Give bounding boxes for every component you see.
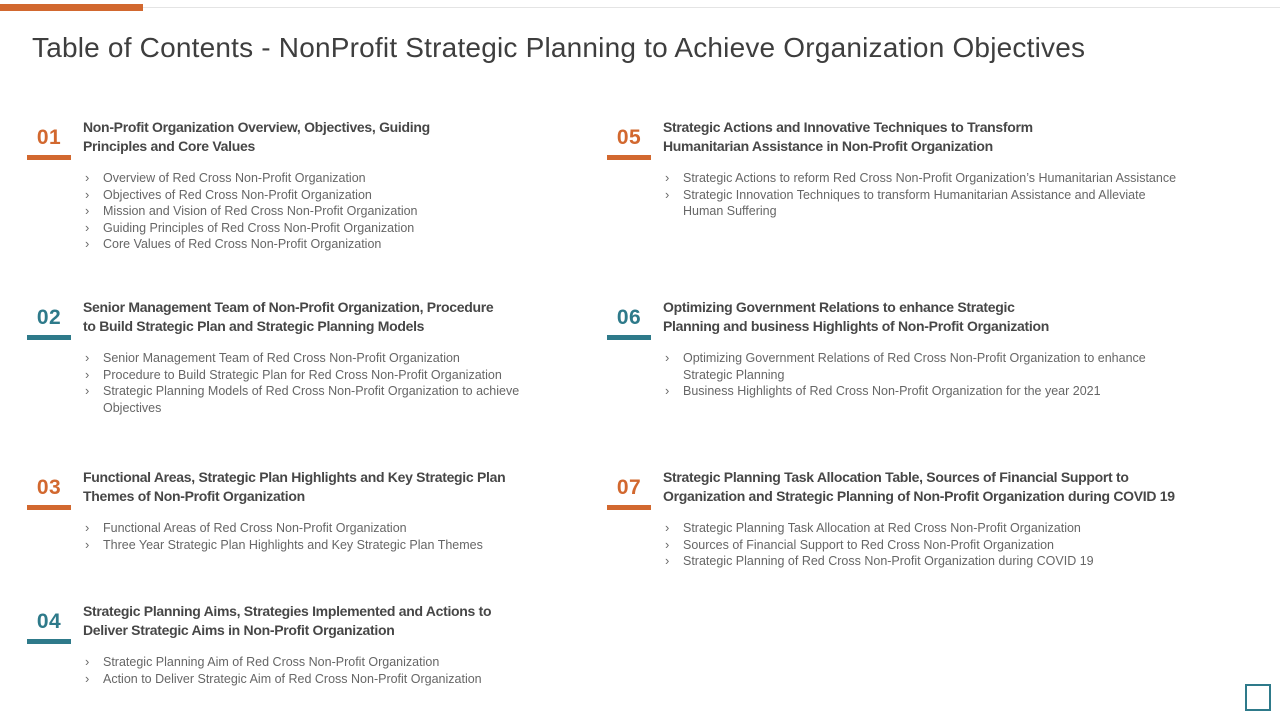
chevron-bullet-icon: › [85,366,90,382]
chevron-bullet-icon: › [85,219,90,235]
section-bullets [83,654,572,687]
heading-line: Organization and Strategic Planning of Non-Profit Organization during COVID 19 [663,488,1175,504]
heading-line: Humanitarian Assistance in Non-Profit Organization [663,138,993,154]
bullet-item [83,654,557,671]
heading-line: Non-Profit Organization Overview, Objectives, Guiding [83,119,430,135]
heading-line: Functional Areas, Strategic Plan Highlights and Key Strategic Plan [83,469,506,485]
bullet-item [83,203,557,220]
bullet-item [83,220,557,237]
section-number-underline [607,155,651,160]
section-number-block [27,468,71,510]
chevron-bullet-icon: › [85,170,90,185]
section-number-block [27,118,71,160]
toc-section-03 [27,468,572,553]
section-number: 05 [616,126,642,149]
section-heading [83,118,572,156]
bullet-text: Optimizing Government Relations of Red Cross Non-Profit Organization to enhance Strategic Planning [683,351,1146,382]
heading-line: Planning and business Highlights of Non-Profit Organization [663,318,1049,334]
bullet-text: Strategic Innovation Techniques to transform Humanitarian Assistance and Alleviate Human Suffering [683,187,1146,218]
section-bullets [663,520,1262,570]
section-bullets [663,350,1262,400]
bullet-item [83,170,557,187]
bullet-text: Core Values of Red Cross Non-Profit Organization [103,237,382,251]
chevron-bullet-icon: › [85,203,90,218]
page-title: Table of Contents - NonProfit Strategic Planning to Achieve Organization Objectives [32,32,1086,63]
heading-line: Strategic Planning Aims, Strategies Implemented and Actions to [83,603,492,619]
chevron-bullet-icon: › [665,170,670,185]
bullet-item [83,671,557,688]
section-number-underline [27,335,71,340]
section-number-underline [27,505,71,510]
bullet-item [83,367,557,384]
section-number-underline [27,639,71,644]
section-heading [663,118,1262,156]
chevron-bullet-icon: › [85,236,90,251]
heading-line: Deliver Strategic Aims in Non-Profit Organization [83,622,395,638]
bullet-text: Guiding Principles of Red Cross Non-Profit Organization [103,220,415,235]
bullet-text: Objectives of Red Cross Non-Profit Organization [103,187,372,202]
section-number-block [607,468,651,510]
bullet-text: Sources of Financial Support to Red Cross Non-Profit Organization [683,537,1055,552]
toc-section-01 [27,118,572,253]
chevron-bullet-icon: › [665,553,670,568]
bullet-text: Strategic Planning Task Allocation at Red Cross Non-Profit Organization [683,521,1081,535]
bullet-text: Overview of Red Cross Non-Profit Organization [103,171,366,185]
heading-line: Strategic Planning Task Allocation Table, Sources of Financial Support to [663,469,1129,485]
section-heading [83,468,572,506]
section-heading [663,468,1262,506]
section-number: 03 [36,476,62,499]
section-bullets [83,520,572,553]
bullet-text: Strategic Planning Aim of Red Cross Non-Profit Organization [103,655,440,669]
bullet-item [663,170,1188,187]
bullet-item [663,187,1188,220]
toc-section-04 [27,602,572,687]
section-number-block [27,602,71,644]
chevron-bullet-icon: › [85,536,90,552]
heading-line: to Build Strategic Plan and Strategic Planning Models [83,318,425,334]
section-bullets [83,170,572,253]
chevron-bullet-icon: › [85,670,90,686]
section-number-underline [607,505,651,510]
bullet-text: Business Highlights of Red Cross Non-Profit Organization for the year 2021 [683,384,1101,398]
toc-section-02 [27,298,572,416]
bullet-text: Procedure to Build Strategic Plan for Red Cross Non-Profit Organization [103,367,502,382]
chevron-bullet-icon: › [85,520,90,535]
chevron-bullet-icon: › [665,536,670,552]
heading-line: Strategic Actions and Innovative Techniques to Transform [663,119,1033,135]
chevron-bullet-icon: › [665,520,670,535]
chevron-bullet-icon: › [85,350,90,365]
chevron-bullet-icon: › [85,383,90,398]
bullet-text: Three Year Strategic Plan Highlights and Key Strategic Plan Themes [103,537,483,552]
section-heading [83,602,572,640]
bullet-item [83,187,557,204]
bullet-item [663,383,1188,400]
bullet-text: Functional Areas of Red Cross Non-Profit Organization [103,521,407,535]
bullet-item [663,350,1188,383]
bullet-text: Strategic Actions to reform Red Cross Non-Profit Organization’s Humanitarian Assistance [683,171,1177,185]
top-divider-line [0,7,1280,8]
section-number-block [27,298,71,340]
heading-line: Senior Management Team of Non-Profit Organization, Procedure [83,299,494,315]
bullet-item [663,520,1188,537]
bullet-item [663,553,1188,570]
chevron-bullet-icon: › [665,383,670,398]
section-number-underline [27,155,71,160]
chevron-bullet-icon: › [85,654,90,669]
heading-line: Optimizing Government Relations to enhance Strategic [663,299,1015,315]
section-heading [83,298,572,336]
section-number-block [607,298,651,340]
toc-section-05 [607,118,1262,220]
section-heading [663,298,1262,336]
bullet-text: Action to Deliver Strategic Aim of Red Cross Non-Profit Organization [103,671,482,686]
bullet-text: Senior Management Team of Red Cross Non-Profit Organization [103,351,460,365]
bullet-item [83,350,557,367]
chevron-bullet-icon: › [665,350,670,365]
heading-line: Principles and Core Values [83,138,255,154]
top-accent-bar [0,4,143,11]
bullet-item [663,537,1188,554]
section-number: 02 [36,306,62,329]
section-bullets [663,170,1262,220]
bullet-item [83,383,557,416]
section-bullets [83,350,572,416]
section-number: 06 [616,306,642,329]
corner-square-decoration [1245,684,1271,711]
section-number: 04 [36,610,62,633]
toc-section-07 [607,468,1262,570]
bullet-item [83,520,557,537]
chevron-bullet-icon: › [665,186,670,202]
bullet-text: Strategic Planning Models of Red Cross Non-Profit Organization to achieve Objectives [103,384,520,415]
bullet-text: Strategic Planning of Red Cross Non-Profit Organization during COVID 19 [683,554,1094,568]
toc-section-06 [607,298,1262,400]
section-number-underline [607,335,651,340]
chevron-bullet-icon: › [85,186,90,202]
bullet-item [83,236,557,253]
bullet-item [83,537,557,554]
section-number: 07 [616,476,642,499]
section-number-block [607,118,651,160]
heading-line: Themes of Non-Profit Organization [83,488,305,504]
bullet-text: Mission and Vision of Red Cross Non-Profit Organization [103,204,418,218]
section-number: 01 [36,126,62,149]
